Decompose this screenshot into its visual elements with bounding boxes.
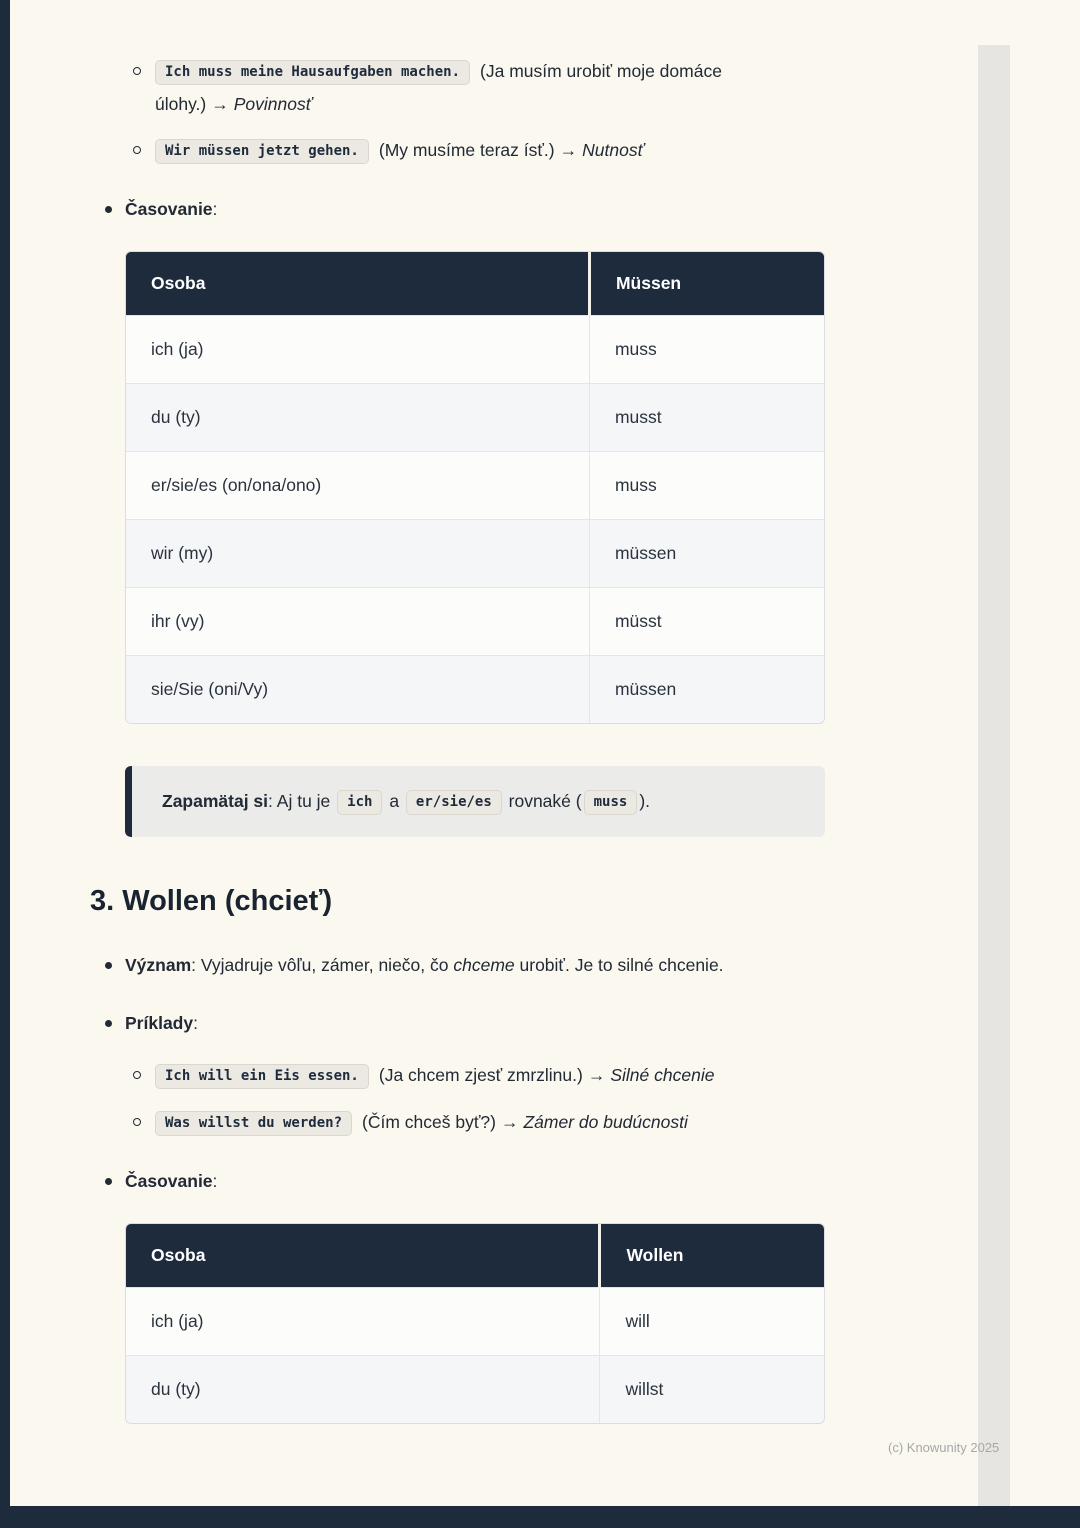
arrow-icon: → — [587, 1065, 606, 1085]
cell-verb: müssen — [589, 520, 824, 588]
section-heading-wollen: 3. Wollen (chcieť) — [90, 885, 333, 917]
code-chip: Ich muss meine Hausaufgaben machen. — [155, 60, 470, 85]
conjugation-label: Časovanie — [125, 199, 213, 219]
meaning-item — [90, 949, 835, 981]
example-translation: (My musíme teraz ísť.) — [378, 140, 555, 160]
page-bottom-border — [0, 1506, 1080, 1528]
cell-verb: müsst — [589, 588, 824, 656]
scrollbar-track[interactable] — [978, 45, 1010, 1506]
example-translation: (Ja musím urobiť moje domáce úlohy.) — [155, 61, 722, 114]
table-row — [126, 316, 824, 384]
code-chip: ich — [337, 790, 382, 815]
cell-person: ich (ja) — [126, 316, 589, 384]
bullet-icon — [105, 962, 112, 969]
bullet-icon — [105, 1020, 112, 1027]
example-translation: (Ja chcem zjesť zmrzlinu.) — [378, 1065, 583, 1085]
callout-text: rovnaké ( — [503, 791, 582, 811]
cell-verb: musst — [589, 384, 824, 452]
header-cell-osoba: Osoba — [126, 1224, 600, 1288]
label-colon: : — [212, 1171, 218, 1191]
cell-person: du (ty) — [126, 1356, 600, 1424]
cell-verb: will — [600, 1288, 824, 1356]
table-header-row — [126, 252, 824, 316]
example-tag: Zámer do budúcnosti — [523, 1112, 688, 1132]
example-item — [90, 55, 835, 120]
cell-verb: muss — [589, 316, 824, 384]
example-tag: Povinnosť — [233, 94, 312, 114]
cell-person: sie/Sie (oni/Vy) — [126, 656, 589, 724]
header-cell-osoba: Osoba — [126, 252, 589, 316]
conjugation-label: Časovanie — [125, 1171, 213, 1191]
code-chip: er/sie/es — [406, 790, 502, 815]
callout-label: Zapamätaj si — [162, 791, 269, 811]
example-tag: Nutnosť — [582, 140, 644, 160]
table-row — [126, 656, 824, 724]
circle-bullet-icon — [133, 67, 141, 75]
example-item — [90, 134, 835, 167]
table-row — [126, 588, 824, 656]
cell-verb: willst — [600, 1356, 824, 1424]
wollen-conjugation-table — [125, 1223, 825, 1424]
conjugation-label-item — [90, 193, 835, 225]
cell-verb: muss — [589, 452, 824, 520]
example-tag: Silné chcenie — [610, 1065, 715, 1085]
cell-person: ich (ja) — [126, 1288, 600, 1356]
header-cell-muessen: Müssen — [589, 252, 824, 316]
meaning-italic: chceme — [453, 955, 515, 975]
arrow-icon: → — [211, 94, 229, 114]
cell-person: ihr (vy) — [126, 588, 589, 656]
table-row — [126, 520, 824, 588]
callout-text: a — [384, 791, 404, 811]
circle-bullet-icon — [133, 1071, 141, 1079]
meaning-text: urobiť. Je to silné chcenie. — [514, 955, 724, 975]
code-chip: Ich will ein Eis essen. — [155, 1064, 369, 1089]
meaning-text: : Vyjadruje vôľu, zámer, niečo, čo — [191, 955, 454, 975]
wollen-examples-list — [90, 1059, 835, 1139]
document-content — [90, 55, 835, 1424]
muessen-examples-list — [90, 55, 835, 167]
label-colon: : — [193, 1013, 198, 1033]
examples-label-item — [90, 1007, 835, 1039]
callout-text: ). — [639, 791, 651, 811]
table-row — [126, 384, 824, 452]
table-row — [126, 1356, 824, 1424]
code-chip: Was willst du werden? — [155, 1111, 352, 1136]
remember-callout — [125, 766, 825, 837]
bullet-icon — [105, 206, 112, 213]
arrow-icon: → — [559, 140, 578, 160]
cell-person: wir (my) — [126, 520, 589, 588]
table-row — [126, 452, 824, 520]
callout-text: : Aj tu je — [268, 791, 336, 811]
code-chip: Wir müssen jetzt gehen. — [155, 139, 369, 164]
muessen-conjugation-table — [125, 251, 825, 724]
arrow-icon: → — [500, 1112, 519, 1132]
table-header-row — [126, 1224, 824, 1288]
code-chip: muss — [584, 790, 638, 815]
meaning-label: Význam — [125, 955, 192, 975]
page-left-border — [0, 0, 10, 1528]
example-translation: (Čím chceš byť?) — [362, 1112, 496, 1132]
conjugation-label-item — [90, 1165, 835, 1197]
cell-verb: müssen — [589, 656, 824, 724]
circle-bullet-icon — [133, 146, 141, 154]
example-item — [90, 1106, 835, 1139]
watermark-text: (c) Knowunity 2025 — [888, 1440, 1000, 1455]
circle-bullet-icon — [133, 1118, 141, 1126]
header-cell-wollen: Wollen — [600, 1224, 824, 1288]
bullet-icon — [105, 1178, 112, 1185]
example-item — [90, 1059, 835, 1092]
label-colon: : — [212, 199, 218, 219]
cell-person: du (ty) — [126, 384, 589, 452]
table-row — [126, 1288, 824, 1356]
examples-label: Príklady — [125, 1013, 194, 1033]
cell-person: er/sie/es (on/ona/ono) — [126, 452, 589, 520]
